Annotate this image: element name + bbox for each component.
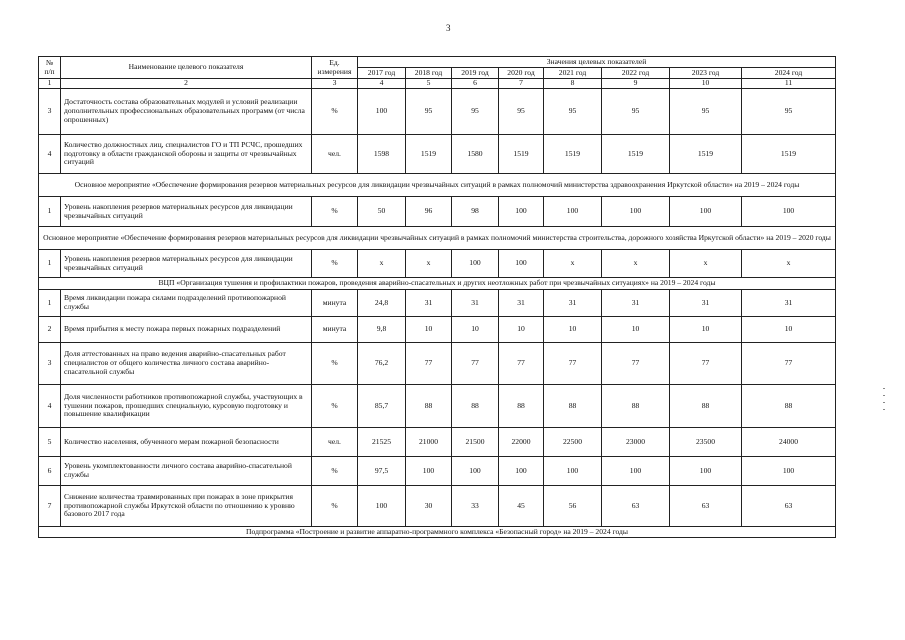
column-index: 3 <box>312 79 358 89</box>
margin-marks <box>883 388 887 416</box>
value-cell: 31 <box>602 290 670 317</box>
indicator-name: Достаточность состава образовательных модулей и условий реализации дополнительных профессиональных образовательных программ (от числа опрошенных) <box>61 89 312 135</box>
value-cell: 24000 <box>742 428 836 457</box>
row-num: 1 <box>39 250 61 278</box>
row-num: 3 <box>39 343 61 385</box>
header-row <box>39 57 836 68</box>
indicator-name: Уровень накопления резервов материальных ресурсов для ликвидации чрезвычайных ситуаций <box>61 250 312 278</box>
value-cell: 56 <box>544 486 602 527</box>
value-cell: 10 <box>499 317 544 343</box>
header-num: № п/п <box>39 57 61 79</box>
value-cell: 63 <box>742 486 836 527</box>
value-cell: 77 <box>670 343 742 385</box>
value-cell: 21000 <box>406 428 452 457</box>
value-cell: х <box>602 250 670 278</box>
indicator-name: Уровень накопления резервов материальных ресурсов для ликвидации чрезвычайных ситуаций <box>61 197 312 227</box>
value-cell: 95 <box>406 89 452 135</box>
value-cell: 95 <box>544 89 602 135</box>
table-row <box>39 428 836 457</box>
value-cell: 88 <box>670 385 742 428</box>
value-cell: 23000 <box>602 428 670 457</box>
value-cell: 10 <box>742 317 836 343</box>
value-cell: 100 <box>358 486 406 527</box>
value-cell: 95 <box>452 89 499 135</box>
value-cell: 1580 <box>452 135 499 174</box>
value-cell: 95 <box>742 89 836 135</box>
section-title: Основное мероприятие «Обеспечение формирования резервов материальных ресурсов для ликвидации чрезвычайных ситуаций в рамках полномочий министерства здравоохранения Иркутской области» на 2019 – 2024 годы <box>39 174 836 197</box>
value-cell: 10 <box>452 317 499 343</box>
row-num: 3 <box>39 89 61 135</box>
value-cell: 100 <box>670 197 742 227</box>
value-cell: 100 <box>742 457 836 486</box>
value-cell: 100 <box>406 457 452 486</box>
value-cell: 88 <box>544 385 602 428</box>
row-num: 1 <box>39 197 61 227</box>
section-row <box>39 227 836 250</box>
value-cell: 1519 <box>544 135 602 174</box>
value-cell: 1519 <box>499 135 544 174</box>
column-index: 2 <box>61 79 312 89</box>
value-cell: 100 <box>499 197 544 227</box>
header-year: 2017 год <box>358 68 406 79</box>
value-cell: 31 <box>452 290 499 317</box>
unit: % <box>312 89 358 135</box>
section-row <box>39 527 836 538</box>
value-cell: 9,8 <box>358 317 406 343</box>
unit: минута <box>312 290 358 317</box>
indicator-name: Доля численности работников противопожарной службы, участвующих в тушении пожаров, прошедших специальную, курсовую подготовку и повышение квалификации <box>61 385 312 428</box>
value-cell: х <box>358 250 406 278</box>
value-cell: 100 <box>670 457 742 486</box>
table-row <box>39 343 836 385</box>
row-num: 6 <box>39 457 61 486</box>
unit: минута <box>312 317 358 343</box>
value-cell: 95 <box>670 89 742 135</box>
value-cell: 100 <box>358 89 406 135</box>
row-num: 5 <box>39 428 61 457</box>
section-row <box>39 278 836 290</box>
header-year: 2019 год <box>452 68 499 79</box>
value-cell: 22500 <box>544 428 602 457</box>
unit: % <box>312 457 358 486</box>
value-cell: 77 <box>406 343 452 385</box>
row-num: 1 <box>39 290 61 317</box>
value-cell: 100 <box>452 457 499 486</box>
header-year: 2021 год <box>544 68 602 79</box>
value-cell: 21500 <box>452 428 499 457</box>
indicator-name: Уровень укомплектованности личного состава аварийно-спасательной службы <box>61 457 312 486</box>
value-cell: 31 <box>499 290 544 317</box>
value-cell: 10 <box>670 317 742 343</box>
value-cell: 77 <box>452 343 499 385</box>
value-cell: 96 <box>406 197 452 227</box>
value-cell: 1519 <box>406 135 452 174</box>
value-cell: 98 <box>452 197 499 227</box>
header-values-title: Значения целевых показателей <box>358 57 836 68</box>
value-cell: 77 <box>544 343 602 385</box>
value-cell: 95 <box>602 89 670 135</box>
header-name: Наименование целевого показателя <box>61 57 312 79</box>
value-cell: х <box>406 250 452 278</box>
unit: чел. <box>312 135 358 174</box>
value-cell: 76,2 <box>358 343 406 385</box>
table-row <box>39 197 836 227</box>
value-cell: 1519 <box>742 135 836 174</box>
row-num: 2 <box>39 317 61 343</box>
column-index: 5 <box>406 79 452 89</box>
header-unit: Ед. измерения <box>312 57 358 79</box>
value-cell: 88 <box>499 385 544 428</box>
value-cell: х <box>742 250 836 278</box>
value-cell: 31 <box>406 290 452 317</box>
value-cell: 23500 <box>670 428 742 457</box>
value-cell: 1519 <box>602 135 670 174</box>
value-cell: 88 <box>602 385 670 428</box>
indicator-name: Количество должностных лиц, специалистов ГО и ТП РСЧС, прошедших подготовку в области гражданской обороны и защиты от чрезвычайных ситуаций <box>61 135 312 174</box>
header-year: 2024 год <box>742 68 836 79</box>
unit: чел. <box>312 428 358 457</box>
indicator-name: Время прибытия к месту пожара первых пожарных подразделений <box>61 317 312 343</box>
column-index: 4 <box>358 79 406 89</box>
column-index: 10 <box>670 79 742 89</box>
column-index: 6 <box>452 79 499 89</box>
value-cell: 100 <box>544 197 602 227</box>
value-cell: х <box>670 250 742 278</box>
table-row <box>39 486 836 527</box>
value-cell: 50 <box>358 197 406 227</box>
section-title: Основное мероприятие «Обеспечение формирования резервов материальных ресурсов для ликвидации чрезвычайных ситуаций в рамках полномочий министерства строительства, дорожного хозяйства Иркутской области» на 2019 – 2020 годы <box>39 227 836 250</box>
column-index: 11 <box>742 79 836 89</box>
row-num: 4 <box>39 135 61 174</box>
value-cell: 10 <box>406 317 452 343</box>
value-cell: 100 <box>452 250 499 278</box>
value-cell: 88 <box>406 385 452 428</box>
value-cell: 1519 <box>670 135 742 174</box>
value-cell: 95 <box>499 89 544 135</box>
page-number: 3 <box>446 23 451 33</box>
subprogram-title: Подпрограмма «Построение и развитие аппаратно-программного комплекса «Безопасный город» на 2019 – 2024 годы <box>39 527 836 538</box>
value-cell: 10 <box>544 317 602 343</box>
value-cell: 63 <box>670 486 742 527</box>
value-cell: 24,8 <box>358 290 406 317</box>
column-index: 9 <box>602 79 670 89</box>
value-cell: 88 <box>742 385 836 428</box>
value-cell: 97,5 <box>358 457 406 486</box>
unit: % <box>312 197 358 227</box>
header-year: 2023 год <box>670 68 742 79</box>
table-row <box>39 457 836 486</box>
value-cell: х <box>544 250 602 278</box>
column-index: 8 <box>544 79 602 89</box>
value-cell: 77 <box>499 343 544 385</box>
value-cell: 100 <box>602 457 670 486</box>
unit: % <box>312 486 358 527</box>
section-title: ВЦП «Организация тушения и профилактики пожаров, проведения аварийно-спасательных и других неотложных работ при чрезвычайных ситуациях» на 2019 – 2024 годы <box>39 278 836 290</box>
value-cell: 31 <box>742 290 836 317</box>
table-row <box>39 89 836 135</box>
value-cell: 85,7 <box>358 385 406 428</box>
value-cell: 1598 <box>358 135 406 174</box>
value-cell: 33 <box>452 486 499 527</box>
unit: % <box>312 385 358 428</box>
table-row <box>39 317 836 343</box>
value-cell: 31 <box>544 290 602 317</box>
unit: % <box>312 250 358 278</box>
unit: % <box>312 343 358 385</box>
value-cell: 100 <box>602 197 670 227</box>
header-year: 2020 год <box>499 68 544 79</box>
column-index: 1 <box>39 79 61 89</box>
value-cell: 10 <box>602 317 670 343</box>
header-year: 2018 год <box>406 68 452 79</box>
section-row <box>39 174 836 197</box>
value-cell: 30 <box>406 486 452 527</box>
column-index: 7 <box>499 79 544 89</box>
header-year: 2022 год <box>602 68 670 79</box>
value-cell: 100 <box>742 197 836 227</box>
table-row <box>39 385 836 428</box>
value-cell: 77 <box>742 343 836 385</box>
value-cell: 21525 <box>358 428 406 457</box>
value-cell: 100 <box>499 457 544 486</box>
indicator-name: Время ликвидации пожара силами подразделений противопожарной службы <box>61 290 312 317</box>
row-num: 4 <box>39 385 61 428</box>
value-cell: 22000 <box>499 428 544 457</box>
table-row <box>39 250 836 278</box>
row-num: 7 <box>39 486 61 527</box>
value-cell: 77 <box>602 343 670 385</box>
target-indicators-table <box>38 56 836 538</box>
value-cell: 100 <box>544 457 602 486</box>
table-row <box>39 290 836 317</box>
value-cell: 45 <box>499 486 544 527</box>
indicator-name: Количество населения, обученного мерам пожарной безопасности <box>61 428 312 457</box>
column-index-row <box>39 79 836 89</box>
indicator-name: Доля аттестованных на право ведения аварийно-спасательных работ специалистов от общего количества личного состава аварийно-спасательной службы <box>61 343 312 385</box>
table-row <box>39 135 836 174</box>
value-cell: 31 <box>670 290 742 317</box>
value-cell: 88 <box>452 385 499 428</box>
indicator-name: Снижение количества травмированных при пожарах в зоне прикрытия противопожарной службы Иркутской области по отношению к уровню базового 2017 года <box>61 486 312 527</box>
value-cell: 63 <box>602 486 670 527</box>
value-cell: 100 <box>499 250 544 278</box>
